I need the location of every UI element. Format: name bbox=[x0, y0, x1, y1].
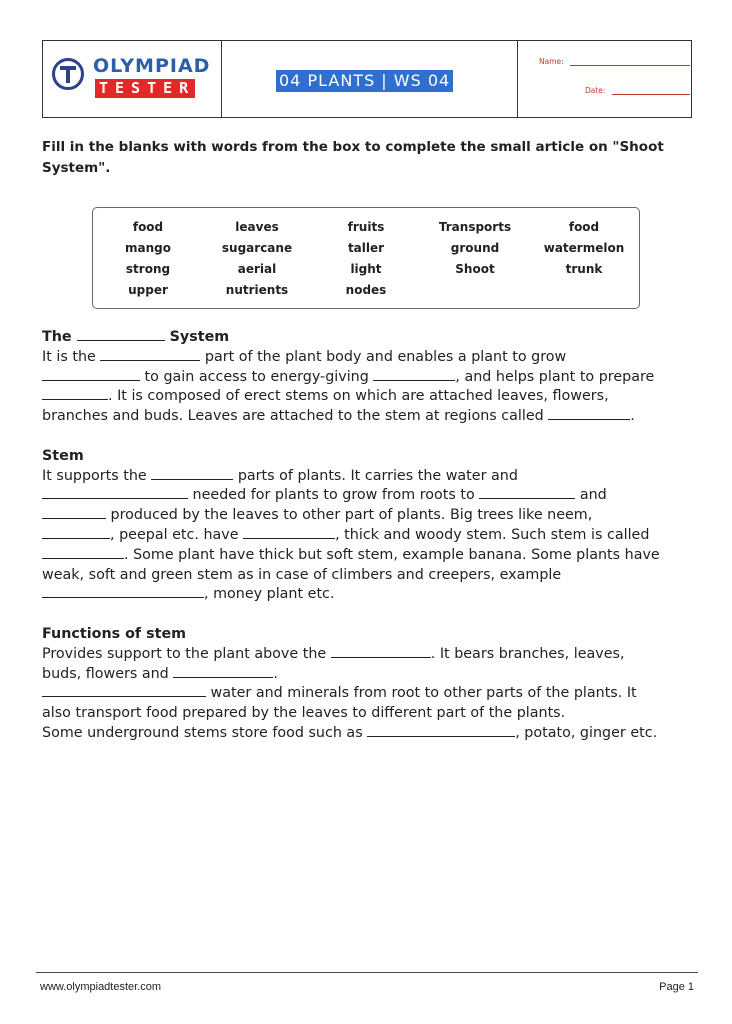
text: also transport food prepared by the leaves to different part of the plants. bbox=[42, 705, 566, 722]
text: water and minerals from root to other parts of the plants. It bbox=[210, 685, 637, 702]
blank-field[interactable] bbox=[151, 467, 233, 480]
text: , and helps plant to prepare bbox=[455, 368, 655, 385]
blank-field[interactable] bbox=[479, 486, 575, 499]
footer-page-number: Page 1 bbox=[659, 981, 694, 993]
text: needed for plants to grow from roots to bbox=[192, 487, 475, 504]
word-item: ground bbox=[450, 241, 500, 255]
text: . It is composed of erect stems on which are attached leaves, flowers, bbox=[108, 388, 609, 405]
word-item: mango bbox=[125, 241, 171, 255]
word-item: watermelon bbox=[543, 241, 625, 255]
title-cell bbox=[221, 41, 518, 117]
meta-cell bbox=[517, 41, 691, 117]
stem-paragraph bbox=[42, 467, 702, 606]
word-item: nodes bbox=[345, 283, 387, 297]
word-item: taller bbox=[347, 241, 385, 255]
functions-section bbox=[42, 625, 702, 744]
logo-tester-text: TESTER bbox=[95, 79, 195, 98]
blank-field[interactable] bbox=[42, 684, 206, 697]
worksheet-title: 04 PLANTS | WS 04 bbox=[276, 70, 453, 92]
shoot-system-section bbox=[42, 328, 702, 427]
logo-cell bbox=[43, 41, 222, 117]
blank-field[interactable] bbox=[548, 407, 630, 420]
name-label: Name: bbox=[539, 57, 564, 66]
word-item: food bbox=[132, 220, 164, 234]
blank-field[interactable] bbox=[77, 328, 165, 341]
text: . It bears branches, leaves, bbox=[430, 645, 625, 662]
date-field[interactable] bbox=[612, 94, 690, 95]
functions-paragraph bbox=[42, 645, 702, 744]
footer-website: www.olympiadtester.com bbox=[40, 981, 162, 993]
word-item: sugarcane bbox=[221, 241, 293, 255]
worksheet-header bbox=[42, 40, 692, 118]
blank-field[interactable] bbox=[42, 387, 108, 400]
word-item: Transports bbox=[438, 220, 512, 234]
functions-heading: Functions of stem bbox=[42, 625, 187, 642]
blank-field[interactable] bbox=[173, 665, 273, 678]
text: , money plant etc. bbox=[204, 586, 335, 603]
word-item: strong bbox=[125, 262, 171, 276]
text: It supports the bbox=[42, 467, 147, 484]
word-item: food bbox=[568, 220, 600, 234]
blank-field[interactable] bbox=[373, 368, 455, 381]
blank-field[interactable] bbox=[42, 526, 110, 539]
name-row bbox=[539, 57, 690, 66]
word-box bbox=[92, 207, 640, 309]
text: buds, flowers and bbox=[42, 665, 169, 682]
text: . bbox=[630, 408, 635, 425]
word-item: Shoot bbox=[455, 262, 495, 276]
blank-field[interactable] bbox=[367, 724, 515, 737]
article-body bbox=[42, 328, 702, 764]
word-item: light bbox=[350, 262, 382, 276]
blank-field[interactable] bbox=[42, 546, 124, 559]
instruction-text: Fill in the blanks with words from the box to complete the small article on "Shoot System". bbox=[42, 139, 664, 176]
text: Provides support to the plant above the bbox=[42, 645, 327, 662]
stem-heading: Stem bbox=[42, 447, 84, 464]
word-item: upper bbox=[128, 283, 168, 297]
text: , potato, ginger etc. bbox=[515, 724, 658, 741]
blank-field[interactable] bbox=[42, 506, 106, 519]
blank-field[interactable] bbox=[42, 368, 140, 381]
shoot-paragraph bbox=[42, 348, 702, 427]
word-item: leaves bbox=[235, 220, 279, 234]
text: part of the plant body and enables a plant to grow bbox=[204, 348, 567, 365]
text: , peepal etc. have bbox=[110, 526, 239, 543]
logo-t-icon bbox=[52, 58, 84, 90]
name-field[interactable] bbox=[570, 65, 690, 66]
blank-field[interactable] bbox=[42, 585, 204, 598]
shoot-system-heading bbox=[42, 328, 702, 348]
text: and bbox=[579, 487, 607, 504]
text: , thick and woody stem. Such stem is called bbox=[335, 526, 650, 543]
blank-field[interactable] bbox=[100, 348, 200, 361]
text: . Some plant have thick but soft stem, example banana. Some plants have bbox=[124, 546, 660, 563]
text: branches and buds. Leaves are attached to the stem at regions called bbox=[42, 408, 544, 425]
word-item: nutrients bbox=[225, 283, 289, 297]
text: to gain access to energy-giving bbox=[144, 368, 369, 385]
heading-text: System bbox=[169, 329, 230, 345]
date-label: Date: bbox=[585, 86, 606, 95]
text: produced by the leaves to other part of plants. Big trees like neem, bbox=[110, 507, 593, 524]
date-row bbox=[585, 86, 690, 95]
text: . bbox=[273, 665, 278, 682]
text: Some underground stems store food such as bbox=[42, 724, 363, 741]
blank-field[interactable] bbox=[331, 645, 431, 658]
word-item: trunk bbox=[565, 262, 603, 276]
blank-field[interactable] bbox=[42, 486, 188, 499]
footer-divider bbox=[36, 972, 698, 973]
text: weak, soft and green stem as in case of climbers and creepers, example bbox=[42, 566, 562, 583]
text: parts of plants. It carries the water and bbox=[237, 467, 518, 484]
stem-section bbox=[42, 447, 702, 605]
word-item: aerial bbox=[237, 262, 277, 276]
blank-field[interactable] bbox=[243, 526, 335, 539]
text: It is the bbox=[42, 348, 96, 365]
word-item: fruits bbox=[347, 220, 385, 234]
heading-text: The bbox=[42, 329, 72, 345]
logo-olympiad-text: OLYMPIAD bbox=[93, 55, 211, 77]
